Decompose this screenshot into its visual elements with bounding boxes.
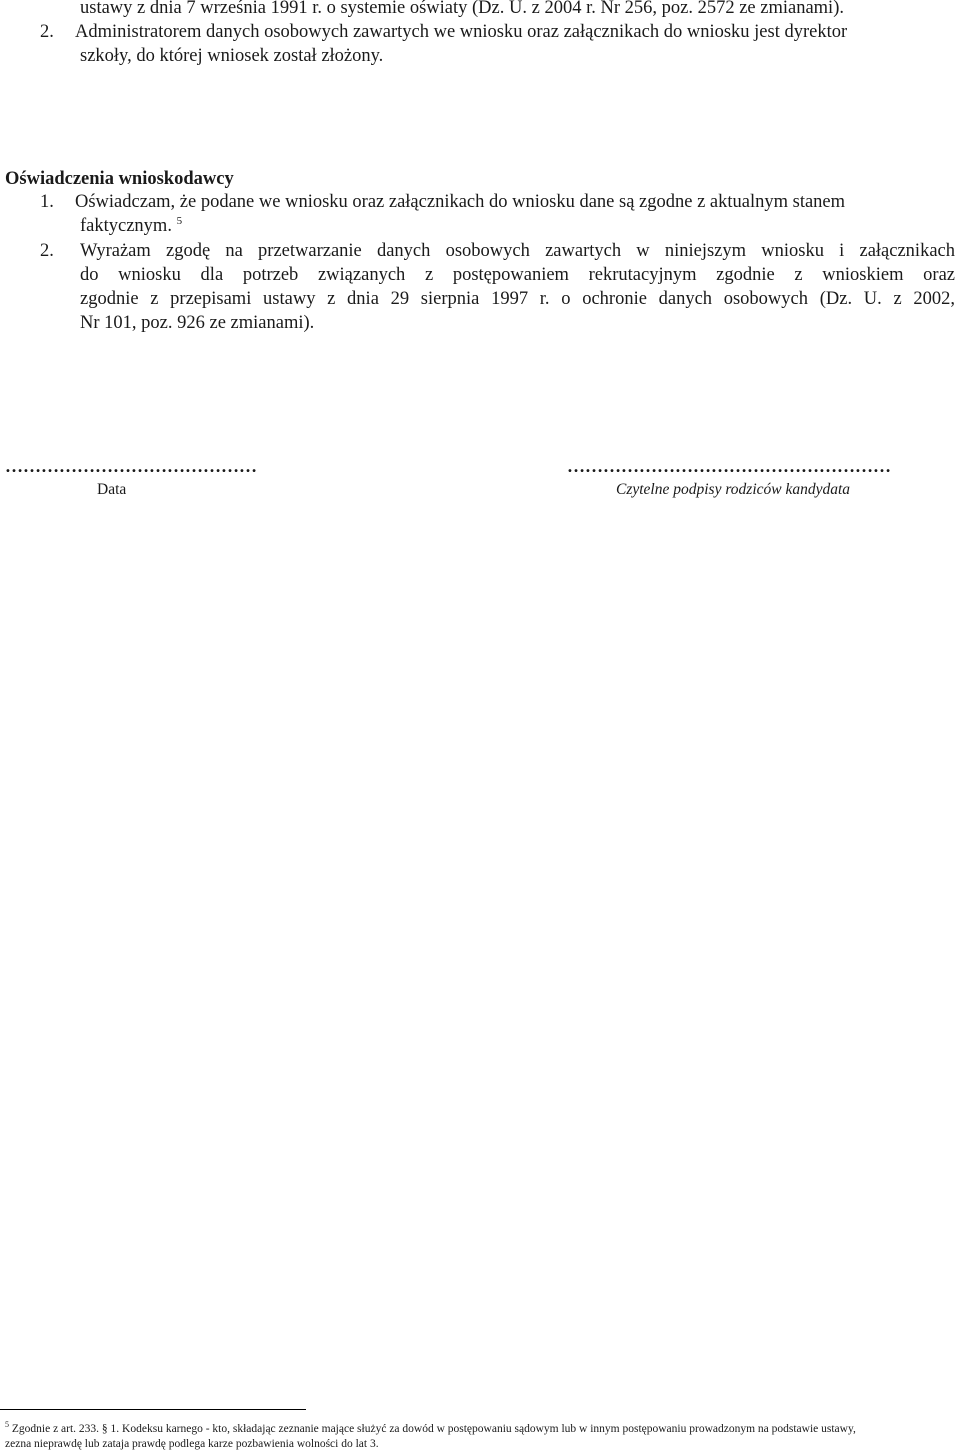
declarations-heading: Oświadczenia wnioskodawcy bbox=[5, 169, 234, 189]
footnote-line2: zezna nieprawdę lub zataja prawdę podlega karze pozbawienia wolności do lat 3. bbox=[5, 1438, 379, 1450]
intro-item-2-number: 2. bbox=[40, 22, 54, 42]
declaration-item-1-line2-wrap bbox=[80, 214, 182, 238]
intro-item-2 bbox=[40, 20, 847, 44]
date-label: Data bbox=[97, 481, 127, 498]
declaration-item-2-line3: zgodnie z przepisami ustawy z dnia 29 sierpnia 1997 r. o ochronie danych osobowych (Dz. U. z 2002, bbox=[80, 289, 955, 309]
intro-line-continuation: ustawy z dnia 7 września 1991 r. o systemie oświaty (Dz. U. z 2004 r. Nr 256, poz. 2572 ze zmianami). bbox=[80, 0, 844, 18]
declaration-item-1-line1: Oświadczam, że podane we wniosku oraz załącznikach do wniosku dane są zgodne z aktualnym stanem bbox=[75, 192, 846, 212]
declaration-item-1 bbox=[40, 190, 845, 214]
footnote-reference[interactable]: 5 bbox=[176, 215, 183, 227]
declaration-item-1-line2: faktycznym. bbox=[80, 216, 172, 236]
footnote-separator bbox=[0, 1409, 306, 1410]
declaration-item-2-line2: do wniosku dla potrzeb związanych z postępowaniem rekrutacyjnym zgodnie z wnioskiem oraz bbox=[80, 265, 955, 285]
declaration-item-2-number: 2. bbox=[40, 241, 54, 261]
date-signature-line: …………………………………… bbox=[5, 456, 257, 476]
parents-signature-label: Czytelne podpisy rodziców kandydata bbox=[616, 481, 851, 498]
parents-signature-line: ……………………………………………… bbox=[567, 456, 891, 476]
declaration-item-2-line4: Nr 101, poz. 926 ze zmianami). bbox=[80, 313, 315, 333]
declaration-item-2-number-wrap bbox=[40, 239, 54, 263]
declaration-item-1-number: 1. bbox=[40, 192, 54, 212]
declaration-item-2-line1: Wyrażam zgodę na przetwarzanie danych osobowych zawartych w niniejszym wniosku i załącznikach bbox=[80, 241, 955, 261]
intro-item-2-line2: szkoły, do której wniosek został złożony. bbox=[80, 46, 384, 66]
intro-item-2-line1: Administratorem danych osobowych zawartych we wniosku oraz załącznikach do wniosku jest dyrektor bbox=[75, 22, 848, 42]
footnote-line1-wrap bbox=[5, 1422, 856, 1437]
footnote-number: 5 bbox=[5, 1420, 9, 1429]
footnote-line1: Zgodnie z art. 233. § 1. Kodeksu karnego - kto, składając zeznanie mające służyć za dowód w postępowaniu sądowym lub w innym postępowaniu prowadzonym na podstawie ustawy, bbox=[11, 1423, 856, 1435]
